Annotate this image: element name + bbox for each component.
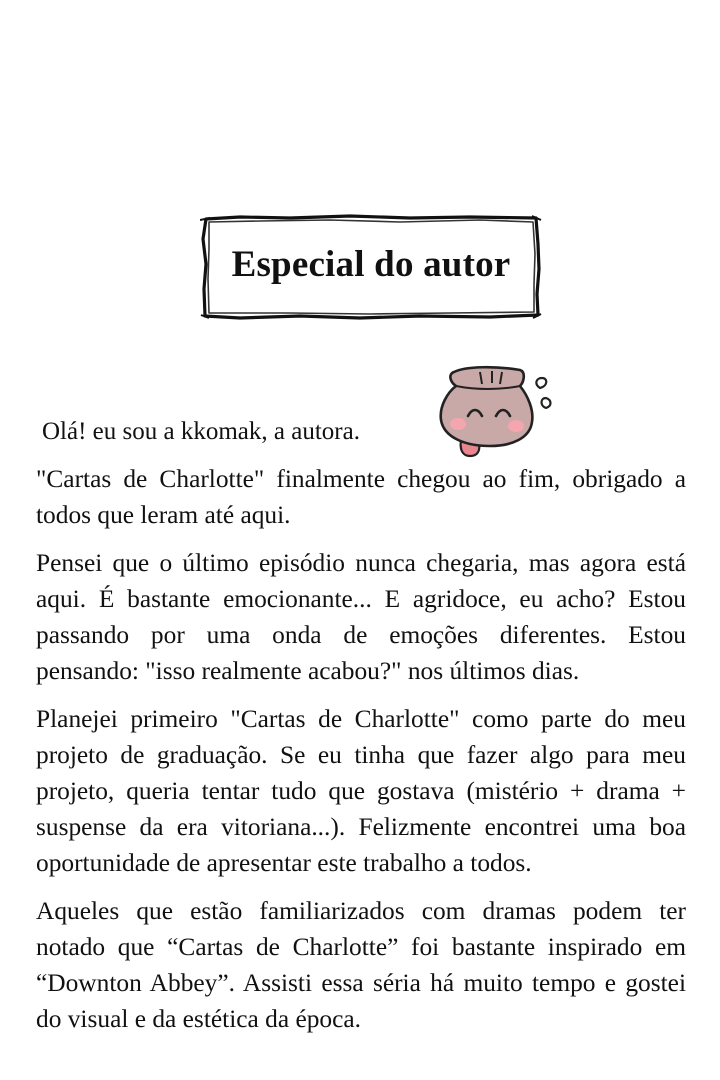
smiling-dumpling-mascot-icon [436, 364, 560, 464]
page-title: Especial do autor [231, 243, 511, 285]
author-note-body [36, 461, 686, 1049]
paragraph-3: Planejei primeiro "Cartas de Charlotte" como parte do meu projeto de graduação. Se eu tinha que fazer algo para meu projeto, queria tentar tudo que gostava (mistério + drama + suspense da era vitoriana...). Felizmente encontrei uma boa oportunidade de apresentar este trabalho a todos. [36, 705, 686, 877]
title-box [200, 214, 542, 320]
paragraph-4: Aqueles que estão familiarizados com dramas podem ter notado que “Cartas de Charlotte” foi bastante inspirado em “Downton Abbey”. Assisti essa séria há muito tempo e gostei do visual e da estética da época. [36, 897, 686, 1033]
paragraph-1: "Cartas de Charlotte" finalmente chegou ao fim, obrigado a todos que leram até aqui. [36, 465, 686, 529]
paragraph-2: Pensei que o último episódio nunca chegaria, mas agora está aqui. É bastante emocionante... E agridoce, eu acho? Estou passando por uma onda de emoções diferentes. Estou pensando: "isso realmente acabou?" nos últimos dias. [36, 549, 686, 685]
author-greeting: Olá! eu sou a kkomak, a autora. [42, 418, 360, 445]
